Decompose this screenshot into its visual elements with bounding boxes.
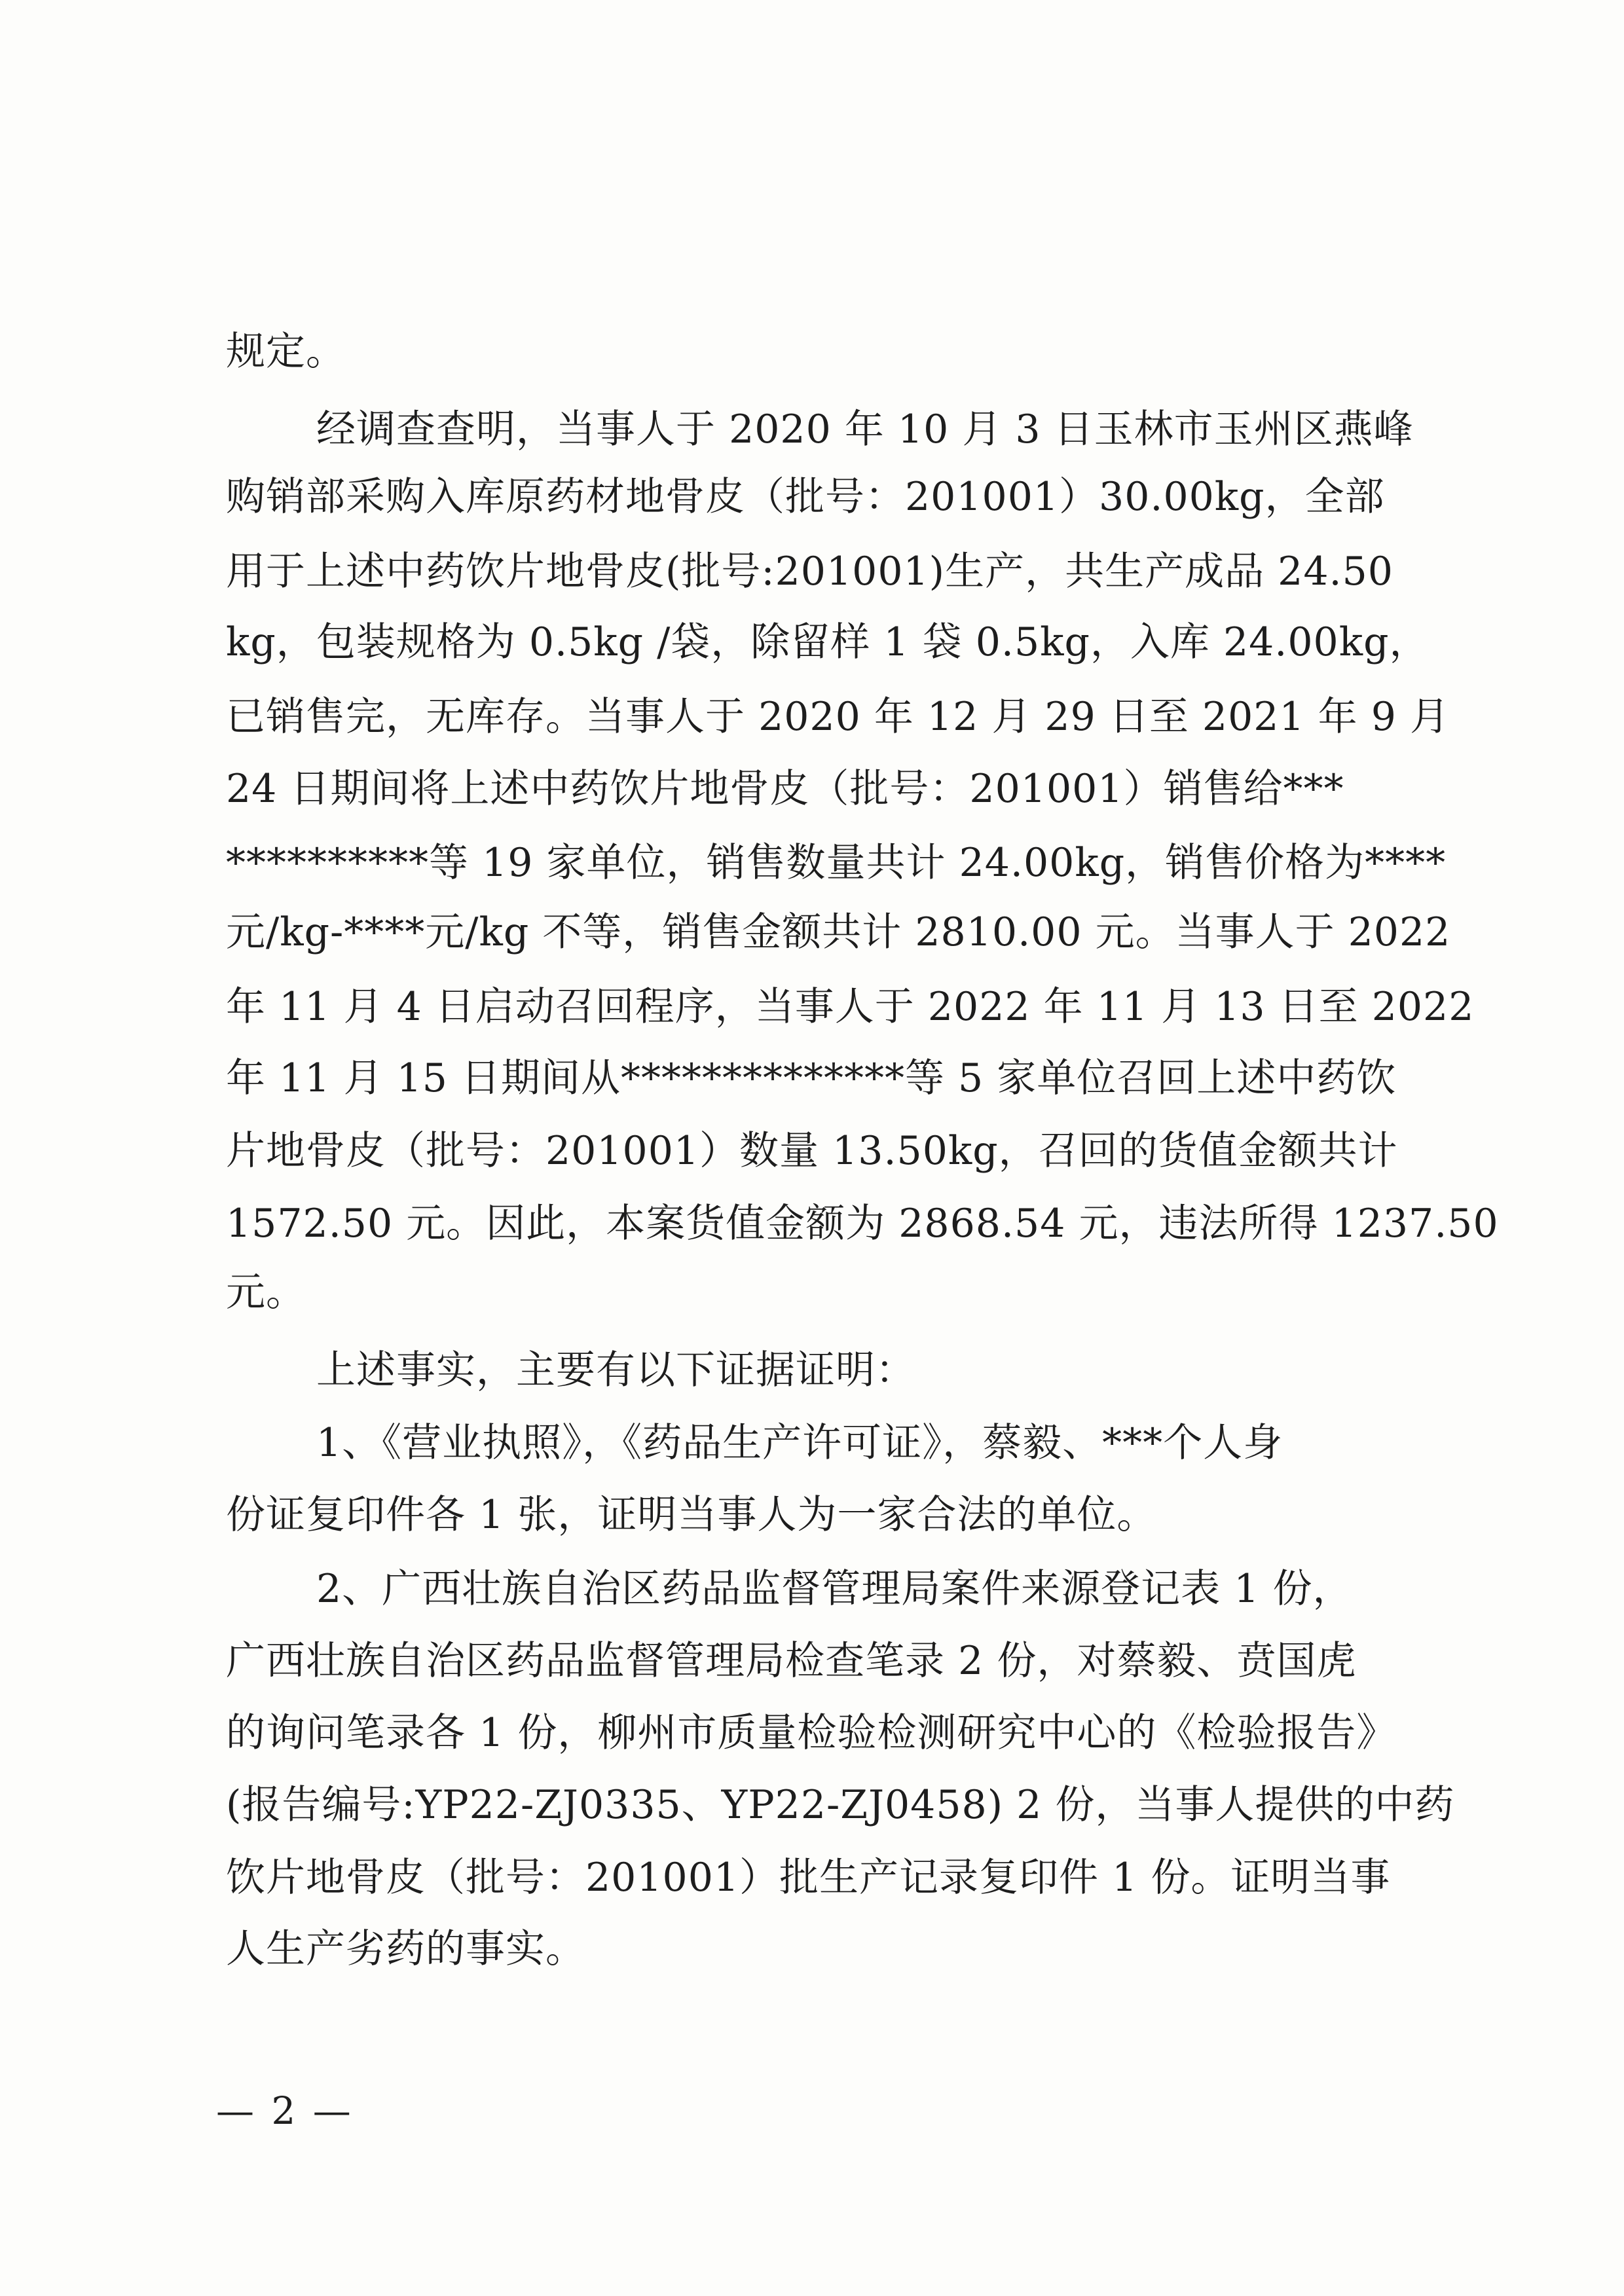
text-line-19: 广西壮族自治区药品监督管理局检查笔录 2 份，对蔡毅、贲国虎: [226, 1638, 1357, 1684]
text-line-18: 2、广西壮族自治区药品监督管理局案件来源登记表 1 份，: [316, 1566, 1353, 1612]
text-line-06: 已销售完，无库存。当事人于 2020 年 12 月 29 日至 2021 年 9 月: [226, 694, 1450, 740]
text-line-17: 份证复印件各 1 张，证明当事人为一家合法的单位。: [226, 1492, 1157, 1538]
page-number: — 2 —: [216, 2088, 354, 2133]
text-line-13: 1572.50 元。因此，本案货值金额为 2868.54 元，违法所得 1237.50: [226, 1201, 1499, 1247]
text-line-07: 24 日期间将上述中药饮片地骨皮（批号：201001）销售给***: [226, 766, 1344, 812]
text-line-12: 片地骨皮（批号：201001）数量 13.50kg，召回的货值金额共计: [226, 1128, 1398, 1174]
text-line-20: 的询问笔录各 1 份，柳州市质量检验检测研究中心的《检验报告》: [226, 1710, 1397, 1756]
text-line-23: 人生产劣药的事实。: [226, 1926, 585, 1972]
text-line-16: 1、《营业执照》，《药品生产许可证》，蔡毅、***个人身: [316, 1420, 1283, 1466]
text-line-02: 经调查查明，当事人于 2020 年 10 月 3 日玉林市玉州区燕峰: [316, 407, 1414, 452]
text-line-22: 饮片地骨皮（批号：201001）批生产记录复印件 1 份。证明当事: [226, 1855, 1391, 1901]
text-line-15: 上述事实，主要有以下证据证明：: [316, 1347, 915, 1393]
text-line-21: (报告编号:YP22-ZJ0335、YP22-ZJ0458) 2 份，当事人提供的中药: [226, 1782, 1455, 1828]
text-line-11: 年 11 月 15 日期间从**************等 5 家单位召回上述中药饮: [226, 1055, 1397, 1101]
text-line-01: 规定。: [226, 329, 346, 374]
text-line-05: kg，包装规格为 0.5kg /袋，除留样 1 袋 0.5kg，入库 24.00kg，: [226, 619, 1430, 665]
text-line-08: **********等 19 家单位，销售数量共计 24.00kg，销售价格为****: [226, 840, 1447, 886]
text-line-04: 用于上述中药饮片地骨皮(批号:201001)生产，共生产成品 24.50: [226, 549, 1393, 594]
text-line-03: 购销部采购入库原药材地骨皮（批号：201001）30.00kg，全部: [226, 474, 1385, 520]
text-line-10: 年 11 月 4 日启动召回程序，当事人于 2022 年 11 月 13 日至 2022: [226, 984, 1475, 1030]
text-line-14: 元。: [226, 1269, 306, 1315]
text-line-09: 元/kg-****元/kg 不等，销售金额共计 2810.00 元。当事人于 2022: [226, 909, 1451, 955]
